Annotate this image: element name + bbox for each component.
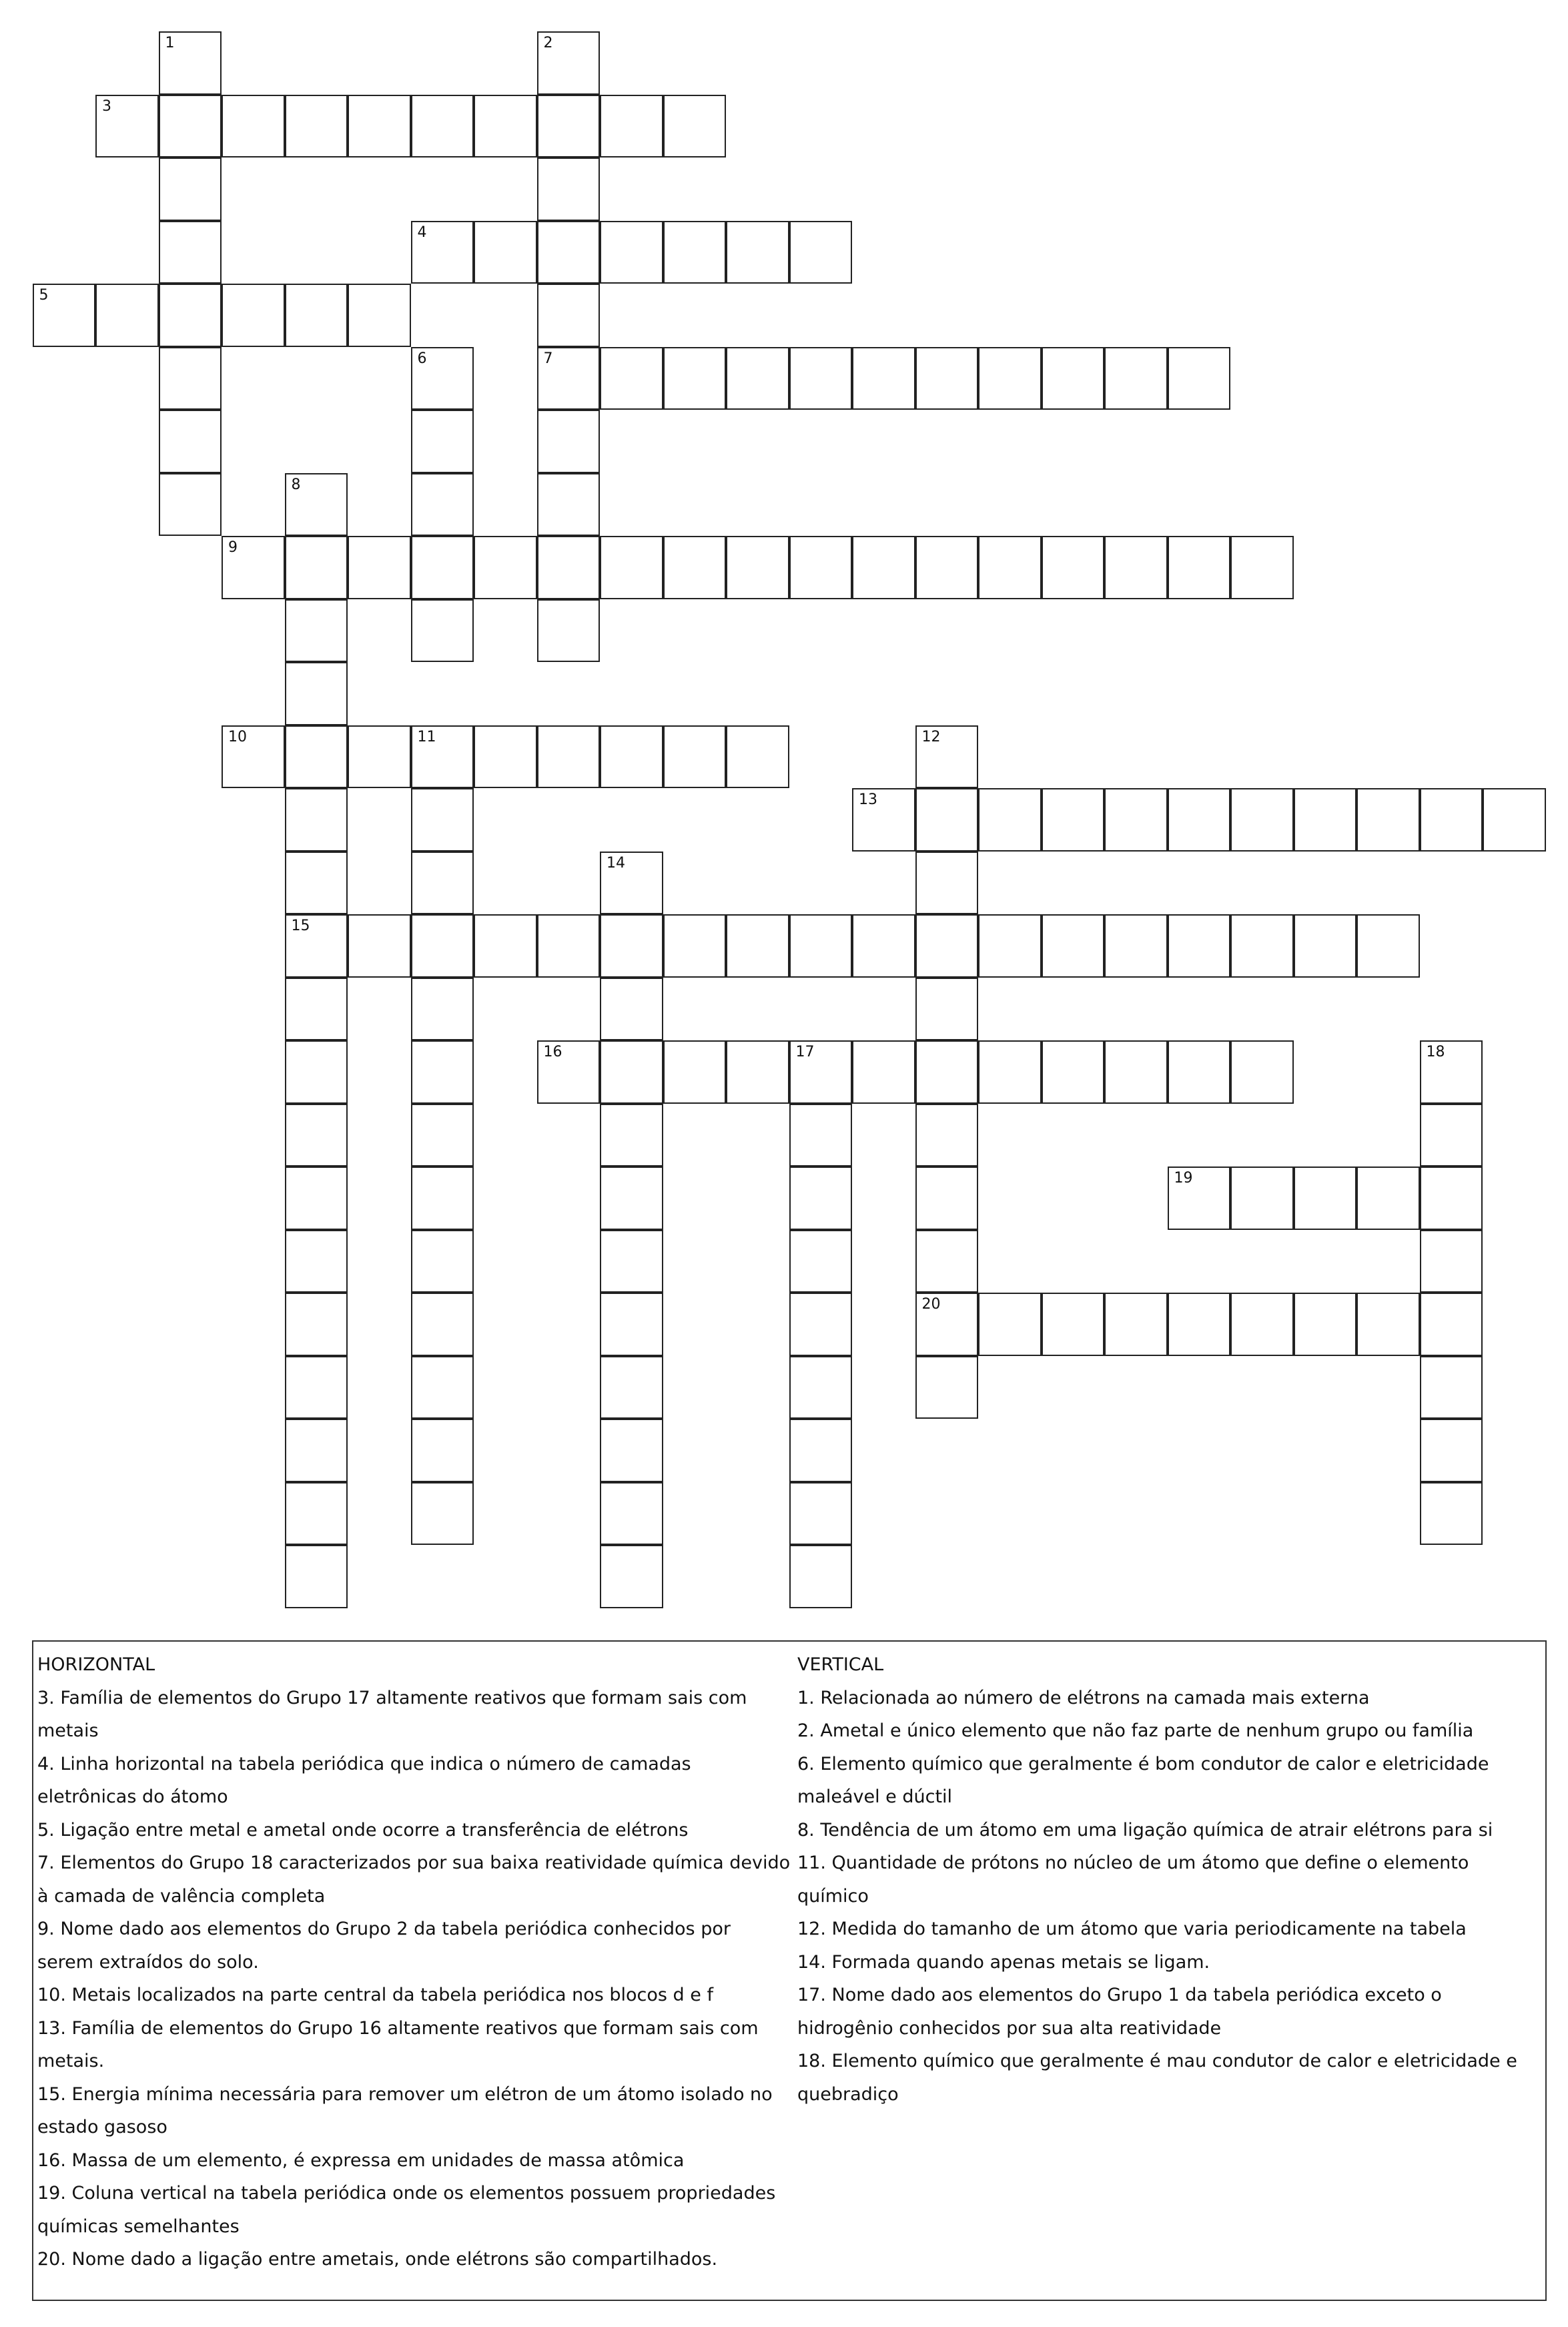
crossword-cell[interactable]	[600, 852, 663, 915]
crossword-cell[interactable]	[285, 284, 348, 347]
crossword-cell[interactable]	[1230, 788, 1294, 852]
crossword-cell[interactable]	[1420, 1104, 1483, 1167]
crossword-cell[interactable]	[915, 852, 979, 915]
crossword-cell[interactable]	[1230, 914, 1294, 978]
crossword-cell[interactable]	[915, 1293, 979, 1356]
crossword-cell[interactable]	[1042, 1040, 1105, 1104]
cell-number: 19	[1174, 1170, 1193, 1187]
crossword-cell[interactable]	[1356, 914, 1420, 978]
crossword-cell[interactable]	[1104, 788, 1168, 852]
crossword-cell[interactable]	[285, 95, 348, 158]
crossword-cell[interactable]	[1104, 1293, 1168, 1356]
crossword-cell[interactable]	[663, 95, 727, 158]
crossword-cell[interactable]	[663, 536, 727, 599]
crossword-cell[interactable]	[285, 1293, 348, 1356]
crossword-cell[interactable]	[1168, 347, 1231, 410]
crossword-cell[interactable]	[1042, 914, 1105, 978]
cell-number: 11	[417, 728, 436, 745]
crossword-cell[interactable]	[411, 1167, 474, 1230]
cell-number: 7	[543, 350, 553, 367]
crossword-cell[interactable]	[1104, 347, 1168, 410]
crossword-cell[interactable]	[726, 536, 789, 599]
clue-across-5: 5. Ligação entre metal e ametal onde ocorre a transferência de elétrons	[37, 1819, 689, 1841]
crossword-cell[interactable]	[348, 536, 411, 599]
crossword-cell[interactable]	[915, 1167, 979, 1230]
crossword-cell[interactable]	[348, 284, 411, 347]
crossword-cell[interactable]	[159, 347, 222, 410]
crossword-cell[interactable]	[474, 536, 537, 599]
crossword-cell[interactable]	[600, 1482, 663, 1546]
crossword-cell[interactable]	[411, 1482, 474, 1546]
cell-number: 6	[417, 350, 427, 367]
crossword-cell[interactable]	[537, 599, 601, 663]
crossword-cell[interactable]	[411, 852, 474, 915]
cell-number: 13	[859, 791, 877, 808]
vertical-clues-title: VERTICAL	[797, 1654, 884, 1675]
crossword-cell[interactable]	[285, 473, 348, 537]
crossword-cell[interactable]	[159, 157, 222, 221]
crossword-cell[interactable]	[1420, 788, 1483, 852]
cell-number: 16	[543, 1044, 562, 1060]
crossword-cell[interactable]	[1168, 914, 1231, 978]
clue-down-11: 11. Quantidade de prótons no núcleo de um átomo que define o elemento químico	[797, 1853, 1469, 1907]
crossword-cell[interactable]	[789, 536, 853, 599]
clue-across-19: 19. Coluna vertical na tabela periódica onde os elementos possuem propriedades químicas semelhantes	[37, 2183, 776, 2237]
cell-number: 1	[165, 35, 175, 51]
crossword-cell[interactable]	[474, 95, 537, 158]
crossword-cell[interactable]	[663, 221, 727, 284]
crossword-cell[interactable]	[411, 473, 474, 537]
crossword-cell[interactable]	[789, 1040, 853, 1104]
cell-number: 20	[921, 1296, 941, 1313]
crossword-cell[interactable]	[474, 914, 537, 978]
crossword-cell[interactable]	[600, 1419, 663, 1482]
crossword-cell[interactable]	[1230, 1293, 1294, 1356]
crossword-cell[interactable]	[95, 284, 159, 347]
crossword-cell[interactable]	[978, 788, 1042, 852]
crossword-cell[interactable]	[1168, 788, 1231, 852]
clue-down-17: 17. Nome dado aos elementos do Grupo 1 da tabela periódica exceto o hidrogênio conhecidos por sua alta reatividade	[797, 1985, 1442, 2039]
crossword-cell[interactable]	[474, 221, 537, 284]
clue-across-10: 10. Metais localizados na parte central da tabela periódica nos blocos d e f	[37, 1985, 713, 2005]
crossword-cell[interactable]	[285, 1104, 348, 1167]
crossword-cell[interactable]	[285, 852, 348, 915]
crossword-cell[interactable]	[537, 1040, 601, 1104]
cell-number: 3	[102, 97, 111, 115]
clue-down-6: 6. Elemento químico que geralmente é bom condutor de calor e eletricidade maleável e dúctil	[797, 1753, 1489, 1807]
crossword-cell[interactable]	[411, 1040, 474, 1104]
cell-number: 18	[1426, 1044, 1445, 1060]
crossword-cell[interactable]	[789, 1545, 853, 1608]
crossword-cell[interactable]	[663, 1040, 727, 1104]
clue-down-18: 18. Elemento químico que geralmente é mau condutor de calor e eletricidade e quebradiço	[797, 2051, 1517, 2105]
crossword-cell[interactable]	[1294, 1167, 1357, 1230]
crossword-cell[interactable]	[1104, 1040, 1168, 1104]
crossword-cell[interactable]	[600, 1545, 663, 1608]
crossword-cell[interactable]	[600, 978, 663, 1041]
crossword-cell[interactable]	[663, 347, 727, 410]
crossword-cell[interactable]	[222, 536, 285, 599]
clue-across-16: 16. Massa de um elemento, é expressa em unidades de massa atômica	[37, 2149, 685, 2171]
crossword-cell[interactable]	[411, 1104, 474, 1167]
crossword-cell[interactable]	[1042, 347, 1105, 410]
crossword-cell[interactable]	[915, 1230, 979, 1293]
clue-down-12: 12. Medida do tamanho de um átomo que varia periodicamente na tabela	[797, 1919, 1467, 1939]
crossword-cell[interactable]	[978, 914, 1042, 978]
crossword-cell[interactable]	[1168, 1293, 1231, 1356]
cell-number: 14	[607, 854, 625, 872]
crossword-cell[interactable]	[537, 157, 601, 221]
crossword-cell[interactable]	[285, 978, 348, 1041]
crossword-cell[interactable]	[285, 788, 348, 852]
crossword-cell[interactable]	[537, 31, 601, 95]
crossword-cell[interactable]	[1042, 1293, 1105, 1356]
crossword-cell[interactable]	[95, 95, 159, 158]
crossword-cell[interactable]	[222, 725, 285, 789]
crossword-cell[interactable]	[348, 725, 411, 789]
crossword-cell[interactable]	[1356, 1167, 1420, 1230]
crossword-cell[interactable]	[915, 1356, 979, 1419]
cell-number: 9	[228, 539, 238, 556]
crossword-cell[interactable]	[411, 1293, 474, 1356]
crossword-cell[interactable]	[600, 1293, 663, 1356]
crossword-cell[interactable]	[789, 1230, 853, 1293]
crossword-cell[interactable]	[978, 347, 1042, 410]
crossword-cell[interactable]	[726, 221, 789, 284]
crossword-cell[interactable]	[1294, 788, 1357, 852]
clue-down-14: 14. Formada quando apenas metais se ligam.	[797, 1951, 1210, 1973]
crossword-cell[interactable]	[285, 914, 348, 978]
crossword-cell[interactable]	[159, 284, 222, 347]
crossword-cell[interactable]	[789, 347, 853, 410]
crossword-cell[interactable]	[33, 284, 96, 347]
crossword-cell[interactable]	[600, 221, 663, 284]
crossword-cell[interactable]	[1420, 1356, 1483, 1419]
crossword-cell[interactable]	[1420, 1167, 1483, 1230]
crossword-cell[interactable]	[159, 221, 222, 284]
clue-across-4: 4. Linha horizontal na tabela periódica que indica o número de camadas eletrônicas do átomo	[37, 1753, 691, 1807]
crossword-cell[interactable]	[600, 95, 663, 158]
crossword-cell[interactable]	[600, 1040, 663, 1104]
crossword-cell[interactable]	[222, 284, 285, 347]
crossword-cell[interactable]	[600, 1230, 663, 1293]
crossword-cell[interactable]	[1294, 1293, 1357, 1356]
crossword-cell[interactable]	[789, 1167, 853, 1230]
crossword-cell[interactable]	[915, 1104, 979, 1167]
cell-number: 15	[291, 918, 310, 934]
crossword-cell[interactable]	[789, 1104, 853, 1167]
clue-across-15: 15. Energia mínima necessária para remover um elétron de um átomo isolado no estado gasoso	[37, 2083, 773, 2137]
crossword-cell[interactable]	[600, 347, 663, 410]
crossword-cell[interactable]	[348, 95, 411, 158]
crossword-cell[interactable]	[285, 599, 348, 663]
crossword-cell[interactable]	[1168, 536, 1231, 599]
crossword-cell[interactable]	[411, 978, 474, 1041]
crossword-cell[interactable]	[1483, 788, 1546, 852]
crossword-cell[interactable]	[915, 725, 979, 789]
crossword-cell[interactable]	[411, 1419, 474, 1482]
clue-down-2: 2. Ametal e único elemento que não faz parte de nenhum grupo ou família	[797, 1720, 1474, 1741]
crossword-cell[interactable]	[789, 1482, 853, 1546]
cell-number: 4	[417, 224, 427, 241]
clue-across-3: 3. Família de elementos do Grupo 17 altamente reativos que formam sais com metais	[37, 1687, 747, 1741]
crossword-cell[interactable]	[1356, 1293, 1420, 1356]
crossword-cell[interactable]	[1420, 1040, 1483, 1104]
crossword-cell[interactable]	[285, 662, 348, 725]
crossword-cell[interactable]	[1420, 1293, 1483, 1356]
crossword-cell[interactable]	[978, 1040, 1042, 1104]
crossword-cell[interactable]	[411, 788, 474, 852]
crossword-cell[interactable]	[600, 1167, 663, 1230]
crossword-cell[interactable]	[411, 410, 474, 473]
crossword-cell[interactable]	[852, 536, 915, 599]
cell-number: 12	[921, 728, 941, 745]
crossword-cell[interactable]	[159, 410, 222, 473]
crossword-cell[interactable]	[474, 725, 537, 789]
crossword-cell[interactable]	[1356, 788, 1420, 852]
crossword-cell[interactable]	[789, 1356, 853, 1419]
crossword-cell[interactable]	[537, 473, 601, 537]
crossword-cell[interactable]	[537, 347, 601, 410]
crossword-cell[interactable]	[978, 536, 1042, 599]
crossword-cell[interactable]	[663, 725, 727, 789]
cell-number: 5	[39, 287, 49, 304]
crossword-cell[interactable]	[1168, 1167, 1231, 1230]
clues-box	[32, 1640, 1547, 2301]
horizontal-clues-column	[37, 1648, 791, 2276]
crossword-cell[interactable]	[852, 914, 915, 978]
crossword-cell[interactable]	[285, 1167, 348, 1230]
crossword-cell[interactable]	[915, 536, 979, 599]
crossword-cell[interactable]	[1230, 536, 1294, 599]
clue-down-8: 8. Tendência de um átomo em uma ligação química de atrair elétrons para si	[797, 1819, 1493, 1841]
crossword-cell[interactable]	[1042, 536, 1105, 599]
crossword-cell[interactable]	[915, 1040, 979, 1104]
crossword-cell[interactable]	[789, 914, 853, 978]
crossword-cell[interactable]	[1230, 1040, 1294, 1104]
crossword-cell[interactable]	[537, 284, 601, 347]
crossword-cell[interactable]	[411, 221, 474, 284]
crossword-cell[interactable]	[915, 347, 979, 410]
crossword-cell[interactable]	[411, 347, 474, 410]
crossword-cell[interactable]	[411, 536, 474, 599]
crossword-cell[interactable]	[537, 410, 601, 473]
crossword-cell[interactable]	[1042, 788, 1105, 852]
clue-across-9: 9. Nome dado aos elementos do Grupo 2 da tabela periódica conhecidos por serem extraídos do solo.	[37, 1919, 731, 1973]
horizontal-clues-title: HORIZONTAL	[37, 1654, 155, 1675]
crossword-cell[interactable]	[537, 536, 601, 599]
crossword-cell[interactable]	[726, 914, 789, 978]
crossword-cell[interactable]	[852, 788, 915, 852]
crossword-cell[interactable]	[1230, 1167, 1294, 1230]
crossword-cell[interactable]	[1168, 1040, 1231, 1104]
clue-across-7: 7. Elementos do Grupo 18 caracterizados por sua baixa reatividade química devido à camada de valência completa	[37, 1853, 791, 1907]
crossword-cell[interactable]	[1104, 914, 1168, 978]
crossword-cell[interactable]	[411, 1356, 474, 1419]
crossword-cell[interactable]	[852, 1040, 915, 1104]
crossword-cell[interactable]	[411, 725, 474, 789]
crossword-cell[interactable]	[411, 1230, 474, 1293]
crossword-cell[interactable]	[726, 1040, 789, 1104]
clue-down-1: 1. Relacionada ao número de elétrons na camada mais externa	[797, 1687, 1370, 1708]
crossword-cell[interactable]	[600, 536, 663, 599]
cell-number: 2	[543, 35, 553, 51]
crossword-cell[interactable]	[600, 1356, 663, 1419]
crossword-cell[interactable]	[600, 914, 663, 978]
crossword-cell[interactable]	[222, 95, 285, 158]
crossword-cell[interactable]	[789, 1419, 853, 1482]
crossword-cell[interactable]	[537, 95, 601, 158]
crossword-cell[interactable]	[285, 1545, 348, 1608]
crossword-cell[interactable]	[285, 536, 348, 599]
crossword-cell[interactable]	[663, 914, 727, 978]
clue-across-20: 20. Nome dado a ligação entre ametais, onde elétrons são compartilhados.	[37, 2249, 718, 2270]
crossword-cell[interactable]	[537, 725, 601, 789]
crossword-cell[interactable]	[1420, 1230, 1483, 1293]
crossword-cell[interactable]	[537, 914, 601, 978]
crossword-cell[interactable]	[600, 725, 663, 789]
crossword-cell[interactable]	[411, 599, 474, 663]
crossword-cell[interactable]	[1294, 914, 1357, 978]
crossword-cell[interactable]	[285, 1230, 348, 1293]
crossword-cell[interactable]	[285, 1482, 348, 1546]
crossword-cell[interactable]	[1420, 1419, 1483, 1482]
crossword-cell[interactable]	[915, 788, 979, 852]
crossword-cell[interactable]	[1104, 536, 1168, 599]
crossword-cell[interactable]	[348, 914, 411, 978]
crossword-cell[interactable]	[726, 725, 789, 789]
crossword-cell[interactable]	[789, 1293, 853, 1356]
crossword-cell[interactable]	[915, 914, 979, 978]
crossword-cell[interactable]	[537, 221, 601, 284]
crossword-cell[interactable]	[600, 1104, 663, 1167]
crossword-cell[interactable]	[1420, 1482, 1483, 1546]
crossword-cell[interactable]	[285, 725, 348, 789]
crossword-cell[interactable]	[411, 914, 474, 978]
crossword-cell[interactable]	[915, 978, 979, 1041]
crossword-cell[interactable]	[285, 1040, 348, 1104]
crossword-cell[interactable]	[726, 347, 789, 410]
crossword-cell[interactable]	[978, 1293, 1042, 1356]
cell-number: 8	[291, 476, 301, 493]
crossword-cell[interactable]	[411, 95, 474, 158]
crossword-cell[interactable]	[159, 31, 222, 95]
crossword-cell[interactable]	[159, 473, 222, 537]
cell-number: 10	[228, 728, 247, 745]
crossword-cell[interactable]	[285, 1356, 348, 1419]
cell-number: 17	[795, 1044, 815, 1060]
crossword-cell[interactable]	[789, 221, 853, 284]
vertical-clues-column	[797, 1648, 1538, 2111]
clue-across-13: 13. Família de elementos do Grupo 16 altamente reativos que formam sais com metais.	[37, 2017, 759, 2071]
crossword-cell[interactable]	[285, 1419, 348, 1482]
crossword-cell[interactable]	[852, 347, 915, 410]
crossword-cell[interactable]	[159, 95, 222, 158]
